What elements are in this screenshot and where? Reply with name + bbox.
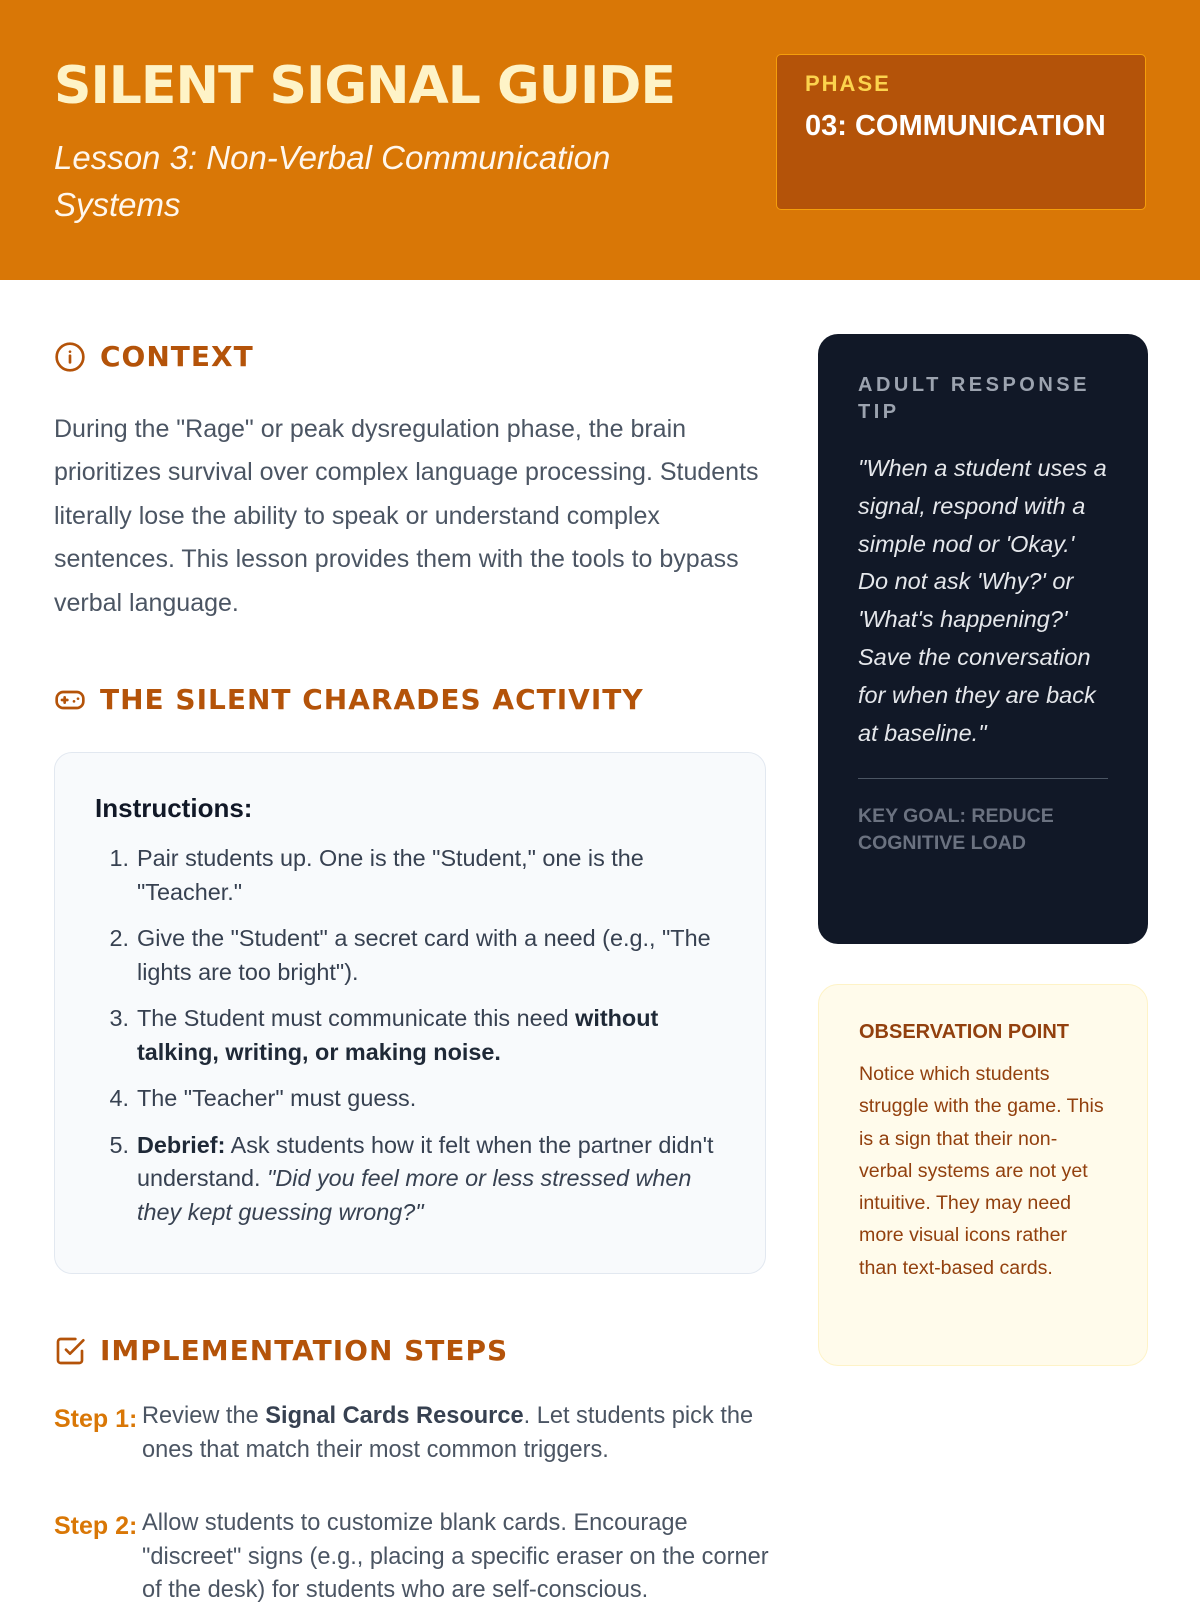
context-heading	[54, 340, 254, 373]
step-label: Step 1:	[54, 1405, 138, 1433]
tip-label: ADULT RESPONSE TIP	[858, 374, 1090, 423]
step-label: Step 2:	[54, 1512, 138, 1540]
list-item	[95, 1082, 729, 1116]
observation-point-card	[818, 984, 1148, 1366]
phase-label: PHASE	[805, 71, 891, 96]
list-item-number: 2.	[109, 925, 129, 951]
page-header	[0, 0, 1200, 280]
step-item	[54, 1400, 782, 1467]
step-text	[142, 1400, 782, 1467]
activity-heading-label: THE SILENT CHARADES ACTIVITY	[100, 683, 644, 716]
list-item-number: 3.	[109, 1005, 129, 1031]
list-item-number: 4.	[109, 1085, 129, 1111]
implementation-heading-label: IMPLEMENTATION STEPS	[100, 1334, 509, 1367]
context-heading-label: CONTEXT	[100, 340, 254, 373]
list-item-text: Pair students up. One is the "Student," one is the "Teacher."	[137, 845, 644, 905]
list-item-text-part: The Student must communicate this need	[137, 1005, 576, 1031]
list-item-text: Give the "Student" a secret card with a need (e.g., "The lights are too bright").	[137, 925, 711, 985]
phase-value: 03: COMMUNICATION	[805, 110, 1106, 142]
info-icon	[54, 341, 86, 373]
list-item	[95, 1002, 729, 1069]
phase-badge	[776, 54, 1146, 210]
step-text-part: . Let students pick the ones that match their most common triggers.	[142, 1403, 754, 1463]
list-item-text-part: Ask students how it felt when the partner didn't understand.	[137, 1131, 714, 1191]
list-item	[95, 922, 729, 989]
tip-quote: "When a student uses a signal, respond with a simple nod or 'Okay.' Do not ask 'Why?' or 'What's happening?' Save the conversation for when they are back at baseline."	[858, 455, 1107, 746]
list-item-bold: without talking, writing, or making noise.	[137, 1005, 659, 1065]
list-item	[95, 1129, 729, 1230]
list-item-italic: "Did you feel more or less stressed when they kept guessing wrong?"	[137, 1165, 692, 1225]
step-text: Allow students to customize blank cards. Encourage "discreet" signs (e.g., placing a specific eraser on the corner of the desk) for students who are self-conscious.	[142, 1510, 769, 1603]
gamepad-icon	[54, 684, 86, 716]
page-title: SILENT SIGNAL GUIDE	[54, 56, 675, 116]
observation-label: OBSERVATION POINT	[859, 1021, 1070, 1043]
context-body: During the "Rage" or peak dysregulation phase, the brain prioritizes survival over complex language processing. Students literally lose the ability to speak or understand complex sentences. This lesson provides them with the tools to bypass verbal language.	[54, 415, 759, 617]
instructions-list	[95, 842, 729, 1229]
divider	[858, 778, 1108, 779]
step-text-part: Review the	[142, 1403, 266, 1429]
key-goal: KEY GOAL: REDUCE COGNITIVE LOAD	[858, 805, 1054, 855]
list-item-number: 5.	[109, 1131, 129, 1158]
instructions-title: Instructions:	[95, 793, 253, 823]
list-item	[95, 842, 729, 909]
adult-response-tip-card	[818, 334, 1148, 944]
checkbox-icon	[54, 1335, 86, 1367]
signal-cards-resource-link: Signal Cards Resource	[265, 1403, 524, 1429]
page-subtitle: Lesson 3: Non-Verbal Communication Systems	[54, 139, 611, 223]
observation-text: Notice which students struggle with the game. This is a sign that their non-verbal systems are not yet intuitive. They may need more visual icons rather than text-based cards.	[859, 1063, 1104, 1279]
list-item-text	[129, 1129, 729, 1230]
list-item-number: 1.	[109, 845, 129, 871]
activity-heading	[54, 683, 644, 716]
implementation-heading	[54, 1334, 508, 1367]
step-item	[54, 1507, 782, 1608]
list-item-text	[129, 1002, 729, 1069]
list-item-text: The "Teacher" must guess.	[137, 1085, 417, 1111]
list-item-bold: Debrief:	[137, 1131, 226, 1158]
activity-card	[54, 752, 766, 1274]
